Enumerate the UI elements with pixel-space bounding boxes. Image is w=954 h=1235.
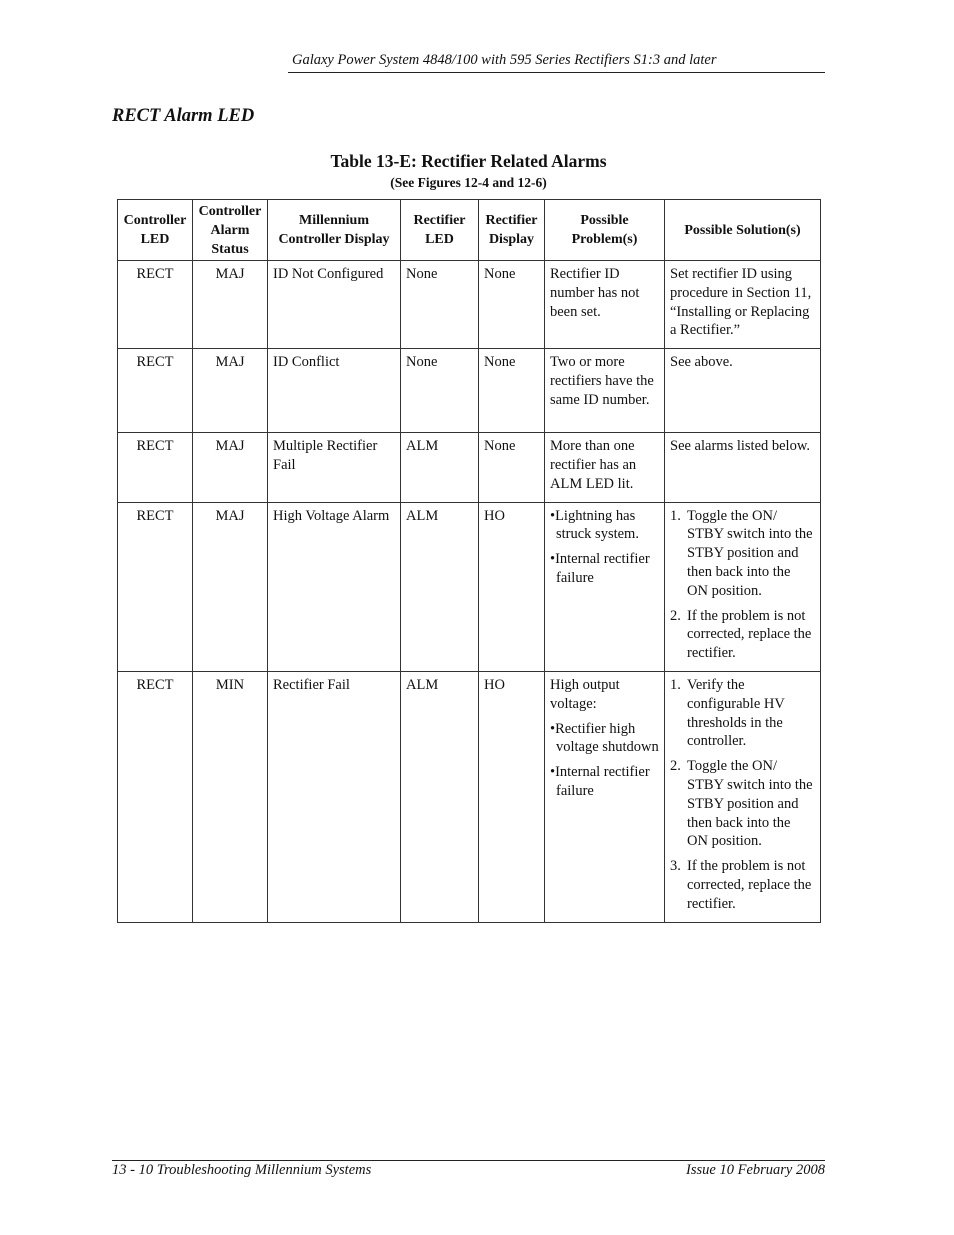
- alarm-status-cell: MAJ: [193, 502, 268, 671]
- rectifier-display-cell: None: [479, 261, 545, 349]
- footer-page-label: 13 - 10 Troubleshooting Millennium Systems: [112, 1162, 372, 1178]
- table-row: [118, 261, 821, 349]
- solution-step: [670, 507, 815, 601]
- problem-cell: [545, 502, 665, 671]
- problem-intro: High output voltage:: [550, 676, 620, 712]
- column-header: Possible Problem(s): [545, 200, 665, 261]
- table-row: [118, 433, 821, 502]
- rectifier-alarms-table: [117, 199, 821, 923]
- footer-rule: [112, 1160, 825, 1161]
- column-header: Rectifier Display: [479, 200, 545, 261]
- problem-bullet: •Rectifier high voltage shutdown: [550, 720, 659, 756]
- step-number: 2.: [670, 758, 681, 775]
- controller-led-cell: RECT: [118, 261, 193, 349]
- problem-bullet: •Internal rectifier failure: [550, 764, 650, 799]
- step-text: Verify the configurable HV thresholds in the controller.: [687, 676, 785, 750]
- rectifier-display-cell: HO: [479, 502, 545, 671]
- column-header: Possible Solution(s): [665, 200, 821, 261]
- controller-led-cell: RECT: [118, 671, 193, 922]
- problem-cell: Rectifier ID number has not been set.: [545, 261, 665, 349]
- rectifier-display-cell: None: [479, 433, 545, 502]
- solution-step: [670, 857, 815, 913]
- step-text: Toggle the ON/ STBY switch into the STBY position and then back into the ON position.: [687, 507, 813, 599]
- controller-led-cell: RECT: [118, 349, 193, 433]
- solution-cell: [665, 502, 821, 671]
- controller-led-cell: RECT: [118, 502, 193, 671]
- controller-display-cell: High Voltage Alarm: [268, 502, 401, 671]
- table-subtitle: (See Figures 12-4 and 12-6): [390, 175, 547, 190]
- step-text: If the problem is not corrected, replace the rectifier.: [687, 607, 812, 662]
- table-header-row: [118, 200, 821, 261]
- solution-step: [670, 757, 815, 851]
- alarm-status-cell: MIN: [193, 671, 268, 922]
- step-number: 2.: [670, 607, 681, 624]
- solution-cell: See alarms listed below.: [665, 433, 821, 502]
- controller-display-cell: Rectifier Fail: [268, 671, 401, 922]
- alarm-status-cell: MAJ: [193, 261, 268, 349]
- rectifier-led-cell: ALM: [401, 433, 479, 502]
- rectifier-led-cell: None: [401, 349, 479, 433]
- problem-bullet: •Lightning has struck system.: [550, 507, 639, 543]
- step-text: If the problem is not corrected, replace the rectifier.: [687, 858, 812, 912]
- footer-issue-date: Issue 10 February 2008: [686, 1162, 825, 1178]
- rectifier-display-cell: None: [479, 349, 545, 433]
- column-header: Controller LED: [118, 200, 193, 261]
- controller-display-cell: Multiple Rectifier Fail: [268, 433, 401, 502]
- column-header: Millennium Controller Display: [268, 200, 401, 261]
- column-header: Rectifier LED: [401, 200, 479, 261]
- solution-cell: See above.: [665, 349, 821, 433]
- problem-cell: [545, 671, 665, 922]
- table-title: Table 13-E: Rectifier Related Alarms: [330, 151, 607, 171]
- controller-display-cell: ID Not Configured: [268, 261, 401, 349]
- problem-cell: Two or more rectifiers have the same ID number.: [545, 349, 665, 433]
- step-number: 3.: [670, 858, 681, 875]
- column-header: Controller Alarm Status: [193, 200, 268, 261]
- step-number: 1.: [670, 507, 681, 524]
- controller-display-cell: ID Conflict: [268, 349, 401, 433]
- alarm-status-cell: MAJ: [193, 349, 268, 433]
- rectifier-led-cell: ALM: [401, 502, 479, 671]
- alarm-status-cell: MAJ: [193, 433, 268, 502]
- controller-led-cell: RECT: [118, 433, 193, 502]
- step-number: 1.: [670, 676, 681, 693]
- table-row: [118, 502, 821, 671]
- section-heading: RECT Alarm LED: [112, 106, 255, 126]
- solution-cell: [665, 671, 821, 922]
- table-row: [118, 671, 821, 922]
- problem-cell: More than one rectifier has an ALM LED lit.: [545, 433, 665, 502]
- solution-step: [670, 676, 815, 751]
- solution-cell: Set rectifier ID using procedure in Section 11, “Installing or Replacing a Rectifier.”: [665, 261, 821, 349]
- step-text: Toggle the ON/ STBY switch into the STBY position and then back into the ON position.: [687, 758, 813, 850]
- header-rule: [288, 72, 825, 73]
- rectifier-led-cell: None: [401, 261, 479, 349]
- rectifier-display-cell: HO: [479, 671, 545, 922]
- rectifier-led-cell: ALM: [401, 671, 479, 922]
- problem-bullet: •Internal rectifier failure: [550, 551, 650, 586]
- running-header: Galaxy Power System 4848/100 with 595 Series Rectifiers S1:3 and later: [292, 52, 717, 68]
- solution-step: [670, 607, 815, 663]
- table-row: [118, 349, 821, 433]
